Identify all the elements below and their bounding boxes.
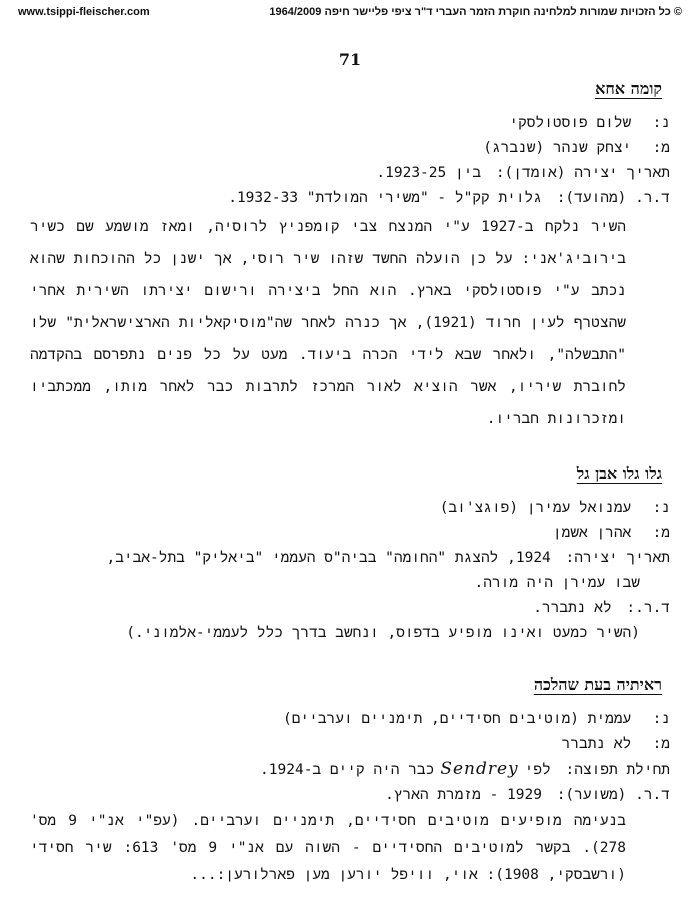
first-print-value: 1929 - מזמרת הארץ. [385, 787, 542, 803]
website-url[interactable]: www.tsippi-fleischer.com [18, 6, 150, 18]
melody-line [30, 521, 670, 546]
song-entry-koma-aha [30, 76, 670, 435]
composer-name: לא נתברר [561, 736, 632, 752]
melody-label: מ: [652, 736, 670, 752]
distribution-start-label: תחילת תפוצה: [565, 762, 670, 778]
creation-date-continuation: שבו עמירן היה מורה. [474, 575, 640, 591]
first-print-line [30, 186, 670, 211]
song-entry-raitiha [30, 672, 670, 889]
first-print-label: ד.ר. (משוער): [556, 787, 670, 803]
creation-date-line [30, 546, 670, 571]
lyrics-line [30, 111, 670, 136]
song-title: גלו גלו אבן גל [576, 464, 662, 483]
distribution-start-value: כבר היה קיים ב-1924. [260, 762, 435, 778]
lyrics-label: נ: [652, 500, 670, 516]
lyrics-label: נ: [652, 711, 670, 727]
first-print-line [30, 783, 670, 808]
lyrics-line [30, 496, 670, 521]
creation-date-label: תאריך יצירה: [565, 550, 670, 566]
melody-label: מ: [652, 525, 670, 541]
page-header [10, 6, 690, 24]
creation-date-value: בין 1923-25. [376, 165, 482, 181]
lyrics-label: נ: [652, 115, 670, 131]
creation-date-label: תאריך יצירה (אומדן): [495, 165, 670, 181]
handwritten-sendrey: Sendrey [440, 759, 519, 779]
lyricist-name: שלום פוסטולסקי [509, 115, 632, 131]
song-motifs-paragraph: בנעימה מופיעים מוטיבים חסידיים, תימניים וערביים. (עפ"י אנ"י 9 מס' 278). בקשר למוטיבים החסידיים - השוה עם אנ"י 9 מס' 613: שיר חסידי (ורשבסקי, 1908): אוי, וויפל יורען מען פארלורען:... [30, 813, 627, 883]
song-title: ראיתיה בעת שהלכה [533, 675, 662, 694]
lyricist-name: עממית (מוטיבים חסידיים, תימניים וערביים) [283, 711, 632, 727]
melody-line [30, 732, 670, 757]
first-print-label: ד.ר. (מהועד): [556, 190, 670, 206]
lyricist-name: עמנואל עמירן (פוגצ'וב) [439, 500, 632, 516]
creation-date-line [30, 161, 670, 186]
song-entry-galu-galu [30, 461, 670, 646]
melody-line [30, 136, 670, 161]
song-history-paragraph: השיר נלקח ב-1927 ע"י המנצח צבי קומפניץ לרוסיה, ומאז מושמע שם כשיר בירוביג'אני: על כן הועלה החשד שזהו שיר רוסי, אך ישנן כל ההוכחות שהוא נכתב ע"י פוסטולסקי בארץ. הוא החל ביצירה ורישום יצירתו השירית אחרי שהצטרף לעין חרוד (1921), אך כנרה לאחר שה"מוסיקאליות הארצישראלית" שלו "התבשלה", ולאחר שבא לידי הכרה ביעוד. מעט על כל פנים נתפרסם בהקדמה לחוברת שיריו, אשר הוציא לאור המרכז לתרבות כבר לאחר מותו, ממכתביו ומזכרונות חבריו. [30, 219, 626, 427]
creation-date-value: 1924, להצגת "החומה" בביה"ס העממי "ביאליק" בתל-אביב, [106, 550, 551, 566]
document-body [30, 76, 670, 889]
page-number: 71 [338, 50, 362, 69]
first-print-line [30, 596, 670, 621]
composer-name: יצחק שנהר (שנברג) [483, 140, 632, 156]
first-print-value: לא נתברר. [533, 600, 612, 616]
first-print-value: גלוית קק"ל - "משירי המולדת" 1932-33. [228, 190, 542, 206]
lyrics-line [30, 707, 670, 732]
composer-name: אהרן אשמן [552, 525, 632, 541]
song-title: קומה אחא [595, 79, 662, 98]
copyright-notice: © כל הזכויות שמורות למלחינה חוקרת הזמר העברי ד"ר ציפי פליישר חיפה 1964/2009 [269, 6, 682, 18]
melody-label: מ: [652, 140, 670, 156]
song-note: (השיר כמעט ואינו מופיע בדפוס, ונחשב בדרך כלל לעממי-אלמוני.) [126, 625, 640, 641]
first-print-label: ד.ר.: [626, 600, 670, 616]
distribution-start-pre: לפי [524, 762, 551, 778]
distribution-start-line [30, 757, 670, 783]
